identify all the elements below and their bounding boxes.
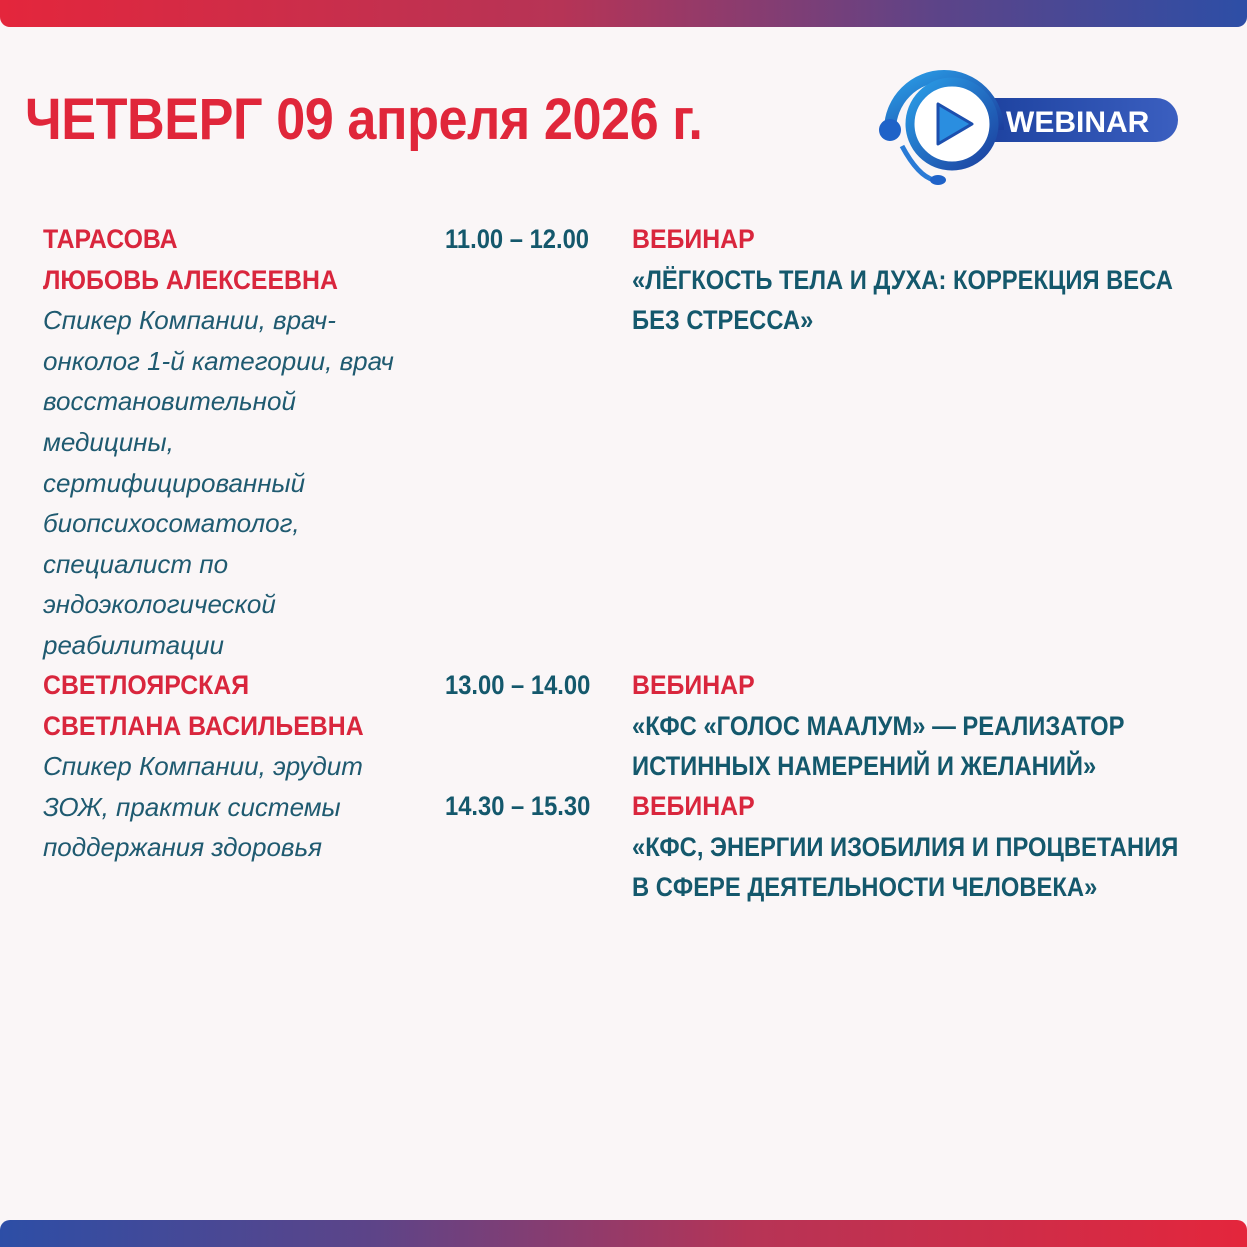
session-time: 13.00 – 14.00	[445, 670, 591, 700]
speaker-given-names: ЛЮБОВЬ АЛЕКСЕЕВНА	[43, 264, 338, 295]
session-time: 14.30 – 15.30	[445, 791, 591, 821]
bio-line: Спикер Компании, врач-	[43, 305, 336, 336]
bio-line: реабилитации	[43, 629, 224, 660]
session-title	[632, 706, 1212, 787]
session-title	[632, 260, 1212, 341]
session-kind: ВЕБИНАР	[632, 224, 755, 254]
speaker-surname: СВЕТЛОЯРСКАЯ	[43, 670, 250, 700]
session-title-line: «ЛЁГКОСТЬ ТЕЛА И ДУХА: КОРРЕКЦИЯ ВЕСА	[632, 264, 1173, 295]
session-title-line: ИСТИННЫХ НАМЕРЕНИЙ И ЖЕЛАНИЙ»	[632, 751, 1097, 782]
page-title: ЧЕТВЕРГ 09 апреля 2026 г.	[25, 87, 703, 152]
session-kind: ВЕБИНАР	[632, 791, 755, 821]
session-time-block	[445, 219, 615, 260]
session-kind: ВЕБИНАР	[632, 670, 755, 700]
bottom-gradient-bar	[0, 1220, 1247, 1247]
bio-line: медицины,	[43, 426, 174, 457]
session-block	[632, 219, 1212, 341]
session-title-line: В СФЕРЕ ДЕЯТЕЛЬНОСТИ ЧЕЛОВЕКА»	[632, 872, 1098, 903]
session-block	[632, 665, 1212, 787]
speaker-bio	[43, 300, 403, 665]
session-title-line: «КФС, ЭНЕРГИИ ИЗОБИЛИЯ И ПРОЦВЕТАНИЯ	[632, 831, 1179, 862]
bio-line: ЗОЖ, практик системы	[43, 791, 341, 822]
speaker-bio	[43, 746, 403, 868]
logo-text: WEBINAR	[1006, 106, 1150, 139]
session-title-line: «КФС «ГОЛОС МААЛУМ» — РЕАЛИЗАТОР	[632, 710, 1125, 741]
speaker-block	[43, 219, 403, 666]
headset-earpiece-icon	[879, 119, 901, 141]
session-title	[632, 827, 1212, 908]
session-title-line: БЕЗ СТРЕССА»	[632, 305, 814, 336]
session-time-block	[445, 665, 615, 706]
bio-line: сертифицированный	[43, 467, 306, 498]
bio-line: поддержания здоровья	[43, 832, 323, 863]
speaker-surname: ТАРАСОВА	[43, 224, 178, 254]
session-time-block	[445, 786, 615, 827]
session-time: 11.00 – 12.00	[445, 224, 590, 254]
webinar-logo	[872, 54, 1184, 194]
bio-line: специалист по	[43, 548, 229, 579]
bio-line: биопсихосоматолог,	[43, 508, 300, 539]
speaker-given-names: СВЕТЛАНА ВАСИЛЬЕВНА	[43, 710, 364, 741]
headset-mic-icon	[930, 175, 946, 185]
speaker-block	[43, 665, 403, 868]
bio-line: эндоэкологической	[43, 589, 276, 620]
bio-line: онколог 1-й категории, врач	[43, 345, 394, 376]
bio-line: Спикер Компании, эрудит	[43, 751, 363, 782]
session-block	[632, 786, 1212, 908]
bio-line: восстановительной	[43, 386, 296, 417]
top-gradient-bar	[0, 0, 1247, 27]
